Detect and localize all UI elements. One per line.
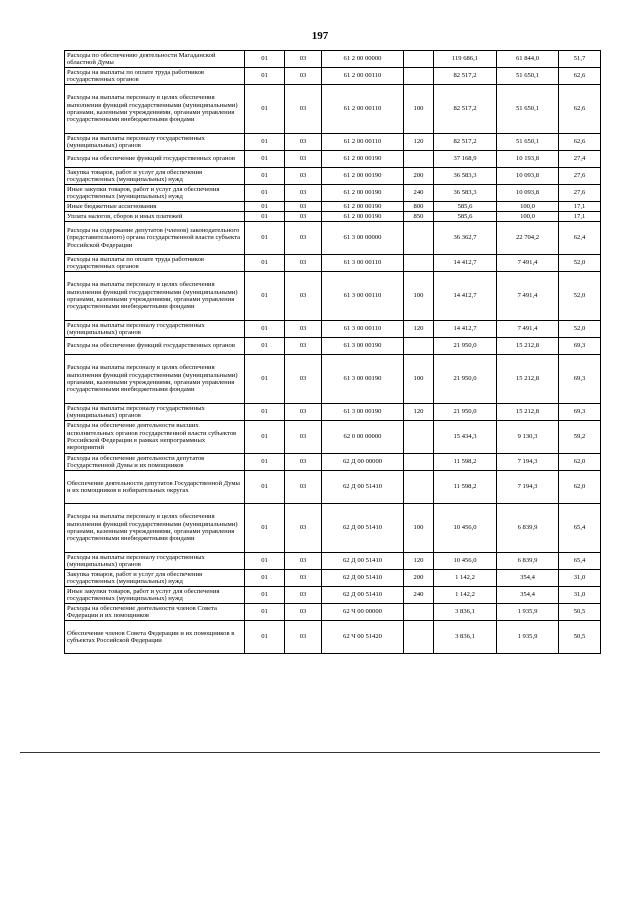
table-row (65, 553, 601, 570)
row-planned: 37 168,9 (434, 151, 497, 168)
row-name: Расходы на выплаты персоналу государственных (муниципальных) органов (65, 321, 245, 338)
row-percent: 62,6 (559, 68, 601, 85)
row-executed: 15 212,8 (497, 355, 559, 404)
row-target-article: 61 2 00 00190 (322, 185, 404, 202)
row-executed: 7 491,4 (497, 321, 559, 338)
row-section: 01 (245, 587, 285, 604)
table-row (65, 570, 601, 587)
row-section: 01 (245, 355, 285, 404)
row-executed: 6 839,9 (497, 504, 559, 553)
row-executed: 100,0 (497, 212, 559, 222)
row-percent: 27,6 (559, 185, 601, 202)
row-percent: 31,0 (559, 587, 601, 604)
table-row (65, 51, 601, 68)
row-planned: 82 517,2 (434, 85, 497, 134)
row-subsection: 03 (285, 587, 322, 604)
row-section: 01 (245, 404, 285, 421)
table-row (65, 85, 601, 134)
row-percent: 69,3 (559, 355, 601, 404)
row-subsection: 03 (285, 504, 322, 553)
row-name: Расходы на выплаты персоналу государственных (муниципальных) органов (65, 134, 245, 151)
row-target-article: 61 2 00 00190 (322, 168, 404, 185)
row-target-article: 62 Д 00 51410 (322, 570, 404, 587)
row-planned: 119 686,1 (434, 51, 497, 68)
row-percent: 52,0 (559, 321, 601, 338)
row-planned: 585,6 (434, 212, 497, 222)
row-subsection: 03 (285, 421, 322, 454)
row-percent: 69,3 (559, 404, 601, 421)
row-percent: 62,6 (559, 85, 601, 134)
row-name: Уплата налогов, сборов и иных платежей (65, 212, 245, 222)
row-expense-type: 800 (404, 202, 434, 212)
row-section: 01 (245, 321, 285, 338)
row-section: 01 (245, 202, 285, 212)
row-section: 01 (245, 151, 285, 168)
row-expense-type (404, 471, 434, 504)
row-section: 01 (245, 185, 285, 202)
row-planned: 10 456,0 (434, 553, 497, 570)
row-section: 01 (245, 222, 285, 255)
row-executed: 9 130,3 (497, 421, 559, 454)
table-row (65, 404, 601, 421)
row-percent: 50,5 (559, 621, 601, 654)
row-target-article: 61 3 00 00000 (322, 222, 404, 255)
table-row (65, 68, 601, 85)
row-percent: 62,0 (559, 471, 601, 504)
row-section: 01 (245, 604, 285, 621)
row-target-article: 61 2 00 00190 (322, 212, 404, 222)
row-percent: 62,6 (559, 134, 601, 151)
row-target-article: 62 0 00 00000 (322, 421, 404, 454)
row-section: 01 (245, 454, 285, 471)
row-target-article: 62 Д 00 51410 (322, 504, 404, 553)
row-section: 01 (245, 421, 285, 454)
row-executed: 15 212,8 (497, 404, 559, 421)
row-name: Расходы на выплаты по оплате труда работников государственных органов (65, 255, 245, 272)
row-planned: 3 836,1 (434, 621, 497, 654)
row-planned: 14 412,7 (434, 272, 497, 321)
row-subsection: 03 (285, 454, 322, 471)
row-subsection: 03 (285, 202, 322, 212)
row-target-article: 61 3 00 00190 (322, 404, 404, 421)
row-planned: 82 517,2 (434, 68, 497, 85)
row-percent: 50,5 (559, 604, 601, 621)
row-target-article: 61 2 00 00110 (322, 134, 404, 151)
row-target-article: 61 2 00 00110 (322, 68, 404, 85)
row-expense-type (404, 621, 434, 654)
row-executed: 7 491,4 (497, 272, 559, 321)
row-expense-type: 100 (404, 85, 434, 134)
page-number: 197 (311, 30, 329, 42)
row-percent: 52,0 (559, 255, 601, 272)
row-section: 01 (245, 272, 285, 321)
row-target-article: 62 Д 00 00000 (322, 454, 404, 471)
row-target-article: 62 Д 00 51410 (322, 471, 404, 504)
row-planned: 36 583,3 (434, 168, 497, 185)
row-planned: 10 456,0 (434, 504, 497, 553)
row-planned: 21 950,0 (434, 338, 497, 355)
row-subsection: 03 (285, 134, 322, 151)
table-row (65, 222, 601, 255)
row-executed: 1 935,9 (497, 604, 559, 621)
row-section: 01 (245, 553, 285, 570)
row-subsection: 03 (285, 570, 322, 587)
row-name: Расходы на выплаты по оплате труда работников государственных органов (65, 68, 245, 85)
row-expense-type: 100 (404, 504, 434, 553)
row-section: 01 (245, 68, 285, 85)
row-executed: 100,0 (497, 202, 559, 212)
table-row (65, 355, 601, 404)
row-subsection: 03 (285, 168, 322, 185)
row-executed: 61 844,0 (497, 51, 559, 68)
row-target-article: 61 3 00 00190 (322, 355, 404, 404)
row-expense-type: 100 (404, 272, 434, 321)
row-percent: 62,0 (559, 454, 601, 471)
row-percent: 52,0 (559, 272, 601, 321)
row-subsection: 03 (285, 272, 322, 321)
row-section: 01 (245, 570, 285, 587)
row-target-article: 61 3 00 00110 (322, 272, 404, 321)
row-name: Расходы на выплаты персоналу в целях обеспечения выполнения функций государственными (муниципальными) органами, казенными учреждениями, органами управления государственными внебюджетными фондами (65, 85, 245, 134)
row-expense-type: 120 (404, 404, 434, 421)
row-planned: 14 412,7 (434, 255, 497, 272)
row-target-article: 62 Д 00 51410 (322, 553, 404, 570)
row-planned: 36 583,3 (434, 185, 497, 202)
table-row (65, 151, 601, 168)
row-percent: 59,2 (559, 421, 601, 454)
row-percent: 17,1 (559, 202, 601, 212)
row-name: Расходы на обеспечение деятельности высших исполнительных органов государственной власти субъектов Российской Федерации в рамках непрограммных мероприятий (65, 421, 245, 454)
row-planned: 14 412,7 (434, 321, 497, 338)
row-expense-type: 120 (404, 553, 434, 570)
row-planned: 15 434,3 (434, 421, 497, 454)
table-row (65, 202, 601, 212)
row-expense-type: 100 (404, 355, 434, 404)
row-subsection: 03 (285, 51, 322, 68)
row-executed: 51 650,1 (497, 68, 559, 85)
table-row (65, 471, 601, 504)
row-section: 01 (245, 168, 285, 185)
row-subsection: 03 (285, 151, 322, 168)
row-name: Расходы на выплаты персоналу в целях обеспечения выполнения функций государственными (муниципальными) органами, казенными учреждениями, органами управления государственными внебюджетными фондами (65, 272, 245, 321)
row-name: Обеспечение деятельности депутатов Государственной Думы и их помощников в избирательных округах (65, 471, 245, 504)
budget-table (64, 50, 601, 654)
table-row (65, 504, 601, 553)
row-name: Расходы по обеспечению деятельности Магаданской областной Думы (65, 51, 245, 68)
row-executed: 51 650,1 (497, 134, 559, 151)
row-executed: 7 194,3 (497, 454, 559, 471)
row-section: 01 (245, 621, 285, 654)
table-row (65, 604, 601, 621)
row-planned: 82 517,2 (434, 134, 497, 151)
table-row (65, 321, 601, 338)
row-section: 01 (245, 51, 285, 68)
row-target-article: 61 2 00 00000 (322, 51, 404, 68)
row-target-article: 62 Ч 00 51420 (322, 621, 404, 654)
row-section: 01 (245, 504, 285, 553)
table-row (65, 621, 601, 654)
row-subsection: 03 (285, 212, 322, 222)
row-executed: 22 704,2 (497, 222, 559, 255)
row-section: 01 (245, 471, 285, 504)
row-expense-type (404, 222, 434, 255)
row-section: 01 (245, 134, 285, 151)
row-subsection: 03 (285, 321, 322, 338)
row-percent: 17,1 (559, 212, 601, 222)
row-planned: 1 142,2 (434, 587, 497, 604)
row-executed: 6 839,9 (497, 553, 559, 570)
row-executed: 10 193,8 (497, 151, 559, 168)
row-executed: 1 935,9 (497, 621, 559, 654)
row-subsection: 03 (285, 85, 322, 134)
row-expense-type: 200 (404, 570, 434, 587)
row-subsection: 03 (285, 355, 322, 404)
row-planned: 21 950,0 (434, 355, 497, 404)
row-expense-type (404, 255, 434, 272)
row-target-article: 61 2 00 00190 (322, 202, 404, 212)
row-name: Расходы на выплаты персоналу в целях обеспечения выполнения функций государственными (муниципальными) органами, казенными учреждениями, органами управления государственными внебюджетными фондами (65, 504, 245, 553)
row-executed: 354,4 (497, 587, 559, 604)
row-percent: 27,4 (559, 151, 601, 168)
table-row (65, 338, 601, 355)
row-percent: 69,3 (559, 338, 601, 355)
row-planned: 585,6 (434, 202, 497, 212)
row-name: Расходы на выплаты персоналу в целях обеспечения выполнения функций государственными (муниципальными) органами, казенными учреждениями, органами управления государственными внебюджетными фондами (65, 355, 245, 404)
row-percent: 65,4 (559, 504, 601, 553)
row-expense-type: 200 (404, 168, 434, 185)
row-name: Расходы на обеспечение деятельности членов Совета Федерации и их помощников (65, 604, 245, 621)
row-subsection: 03 (285, 471, 322, 504)
row-expense-type (404, 421, 434, 454)
table-row (65, 168, 601, 185)
row-name: Иные бюджетные ассигнования (65, 202, 245, 212)
row-expense-type (404, 604, 434, 621)
table-body (65, 51, 601, 654)
row-target-article: 61 3 00 00110 (322, 255, 404, 272)
row-executed: 10 093,8 (497, 168, 559, 185)
row-subsection: 03 (285, 553, 322, 570)
row-planned: 3 836,1 (434, 604, 497, 621)
row-planned: 11 598,2 (434, 471, 497, 504)
row-expense-type (404, 151, 434, 168)
table-row (65, 421, 601, 454)
table-row (65, 587, 601, 604)
row-target-article: 61 3 00 00110 (322, 321, 404, 338)
row-expense-type: 240 (404, 587, 434, 604)
row-planned: 21 950,0 (434, 404, 497, 421)
row-section: 01 (245, 255, 285, 272)
row-name: Расходы на выплаты персоналу государственных (муниципальных) органов (65, 404, 245, 421)
row-subsection: 03 (285, 338, 322, 355)
table-row (65, 134, 601, 151)
row-subsection: 03 (285, 404, 322, 421)
row-target-article: 61 3 00 00190 (322, 338, 404, 355)
row-percent: 65,4 (559, 553, 601, 570)
row-section: 01 (245, 338, 285, 355)
row-expense-type (404, 338, 434, 355)
row-expense-type: 120 (404, 321, 434, 338)
row-name: Закупка товаров, работ и услуг для обеспечения государственных (муниципальных) нужд (65, 168, 245, 185)
row-expense-type (404, 68, 434, 85)
row-name: Иные закупки товаров, работ и услуг для обеспечения государственных (муниципальных) нужд (65, 587, 245, 604)
row-target-article: 62 Ч 00 00000 (322, 604, 404, 621)
row-target-article: 62 Д 00 51410 (322, 587, 404, 604)
row-subsection: 03 (285, 621, 322, 654)
row-name: Закупка товаров, работ и услуг для обеспечения государственных (муниципальных) нужд (65, 570, 245, 587)
row-expense-type (404, 454, 434, 471)
row-executed: 7 194,3 (497, 471, 559, 504)
row-executed: 354,4 (497, 570, 559, 587)
row-target-article: 61 2 00 00190 (322, 151, 404, 168)
row-executed: 10 093,8 (497, 185, 559, 202)
row-name: Расходы на обеспечение деятельности депутатов Государственной Думы и их помощников (65, 454, 245, 471)
row-percent: 27,6 (559, 168, 601, 185)
row-planned: 11 598,2 (434, 454, 497, 471)
footer-divider (20, 752, 600, 753)
row-planned: 36 362,7 (434, 222, 497, 255)
row-expense-type: 240 (404, 185, 434, 202)
row-subsection: 03 (285, 222, 322, 255)
row-name: Расходы на обеспечение функций государственных органов (65, 338, 245, 355)
row-subsection: 03 (285, 185, 322, 202)
row-percent: 62,4 (559, 222, 601, 255)
table-row (65, 212, 601, 222)
row-percent: 31,0 (559, 570, 601, 587)
row-subsection: 03 (285, 68, 322, 85)
row-name: Обеспечение членов Совета Федерации и их помощников в субъектах Российской Федерации (65, 621, 245, 654)
row-section: 01 (245, 85, 285, 134)
row-expense-type: 120 (404, 134, 434, 151)
row-name: Иные закупки товаров, работ и услуг для обеспечения государственных (муниципальных) нужд (65, 185, 245, 202)
table-row (65, 185, 601, 202)
row-executed: 51 650,1 (497, 85, 559, 134)
row-name: Расходы на обеспечение функций государственных органов (65, 151, 245, 168)
row-percent: 51,7 (559, 51, 601, 68)
row-subsection: 03 (285, 255, 322, 272)
row-name: Расходы на содержание депутатов (членов) законодательного (представительного) органа государственной власти субъекта Российской Федерации (65, 222, 245, 255)
row-section: 01 (245, 212, 285, 222)
row-executed: 7 491,4 (497, 255, 559, 272)
table-row (65, 454, 601, 471)
row-executed: 15 212,8 (497, 338, 559, 355)
row-expense-type: 850 (404, 212, 434, 222)
row-target-article: 61 2 00 00110 (322, 85, 404, 134)
row-planned: 1 142,2 (434, 570, 497, 587)
row-expense-type (404, 51, 434, 68)
row-name: Расходы на выплаты персоналу государственных (муниципальных) органов (65, 553, 245, 570)
table-row (65, 255, 601, 272)
table-row (65, 272, 601, 321)
row-subsection: 03 (285, 604, 322, 621)
